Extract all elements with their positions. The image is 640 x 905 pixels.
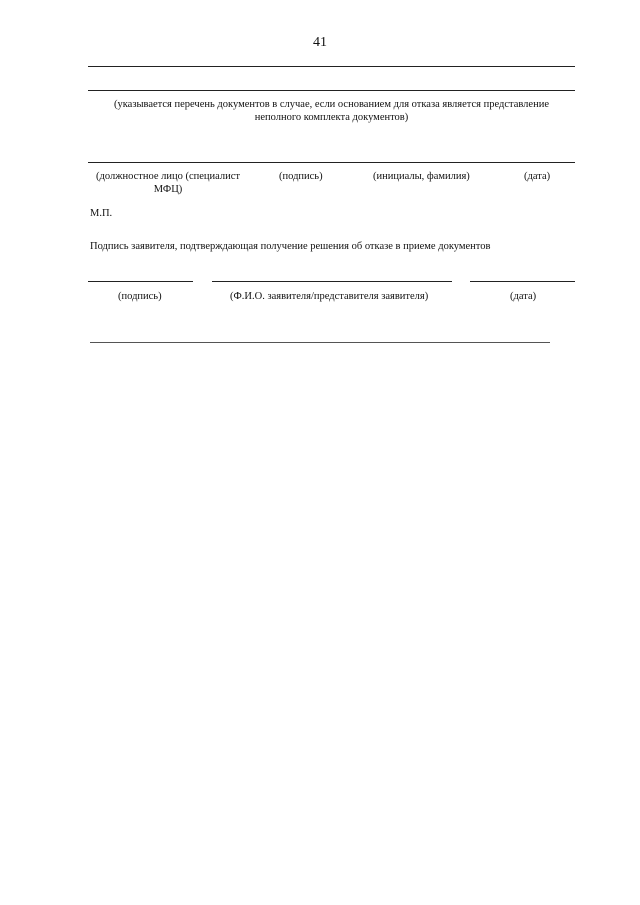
documents-list-caption-line2: неполного комплекта документов) <box>254 112 409 123</box>
top-divider <box>88 66 575 67</box>
official-signature-line <box>88 162 575 163</box>
applicant-name-line <box>212 281 452 282</box>
applicant-date-caption: (дата) <box>510 291 537 302</box>
applicant-date-line <box>470 281 575 282</box>
official-position-line1: (должностное лицо (специалист <box>96 171 240 182</box>
documents-list-caption-line1: (указывается перечень документов в случае, если основанием для отказа является представление <box>113 99 549 110</box>
documents-list-caption <box>88 98 575 124</box>
applicant-signature-line <box>88 281 193 282</box>
page-number: 41 <box>313 35 327 50</box>
official-date-caption: (дата) <box>524 171 551 182</box>
applicant-name-caption: (Ф.И.О. заявителя/представителя заявителя) <box>230 291 429 302</box>
documents-list-line <box>88 90 575 91</box>
applicant-signature-caption: (подпись) <box>118 291 162 302</box>
applicant-confirmation-text: Подпись заявителя, подтверждающая получение решения об отказе в приеме документов <box>90 241 491 252</box>
official-position-line2: МФЦ) <box>153 184 183 195</box>
closing-divider <box>90 342 550 343</box>
official-initials-caption: (инициалы, фамилия) <box>373 171 470 182</box>
stamp-label: М.П. <box>90 208 113 219</box>
official-signature-caption: (подпись) <box>279 171 323 182</box>
official-position-caption <box>88 170 248 196</box>
